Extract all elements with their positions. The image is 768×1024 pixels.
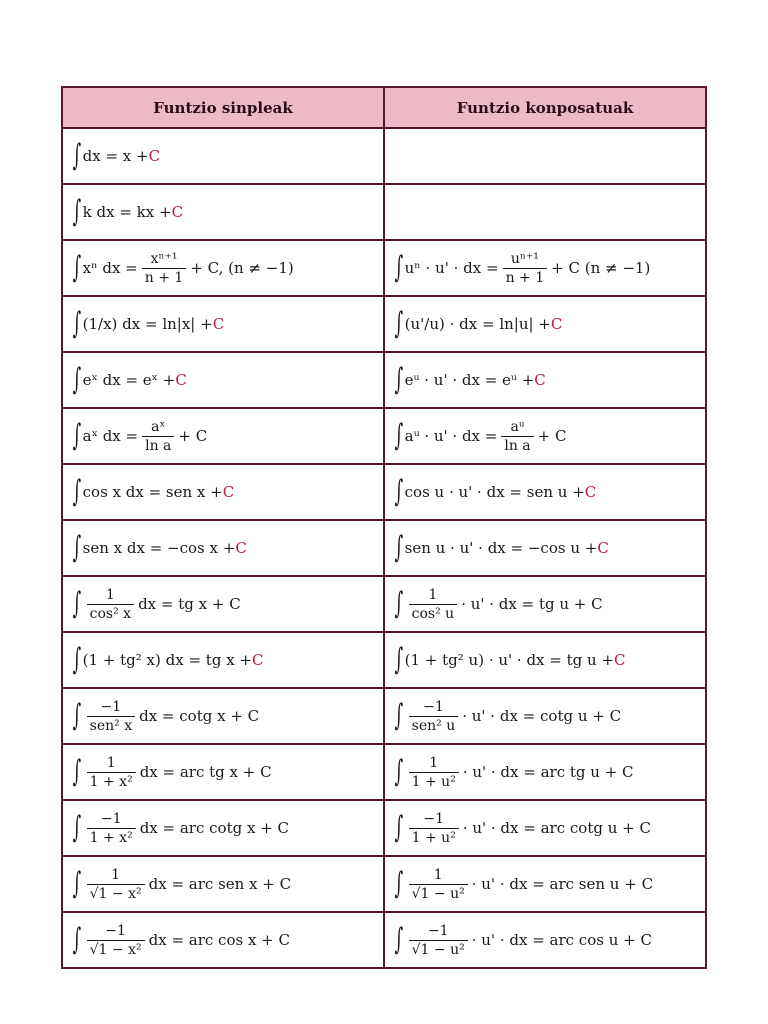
cell-composite <box>384 408 706 464</box>
integral-sign: ∫ <box>394 586 404 621</box>
cell-simple <box>62 464 384 520</box>
constant-c: C <box>212 315 225 333</box>
table-row <box>62 408 706 464</box>
formula-text: · u' · dx = arc cos u + C <box>471 931 652 949</box>
constant-c: C <box>584 483 597 501</box>
formula-text: · u' · dx = arc sen u + C <box>471 875 654 893</box>
constant-c: C <box>550 315 563 333</box>
formula-text: dx = arc sen x + C <box>148 875 292 893</box>
fraction <box>409 755 459 790</box>
formula-text: (1 + tg² u) · u' · dx = tg u + <box>404 651 615 669</box>
fraction-numerator: 1 <box>87 755 136 773</box>
formula-composite <box>395 251 650 286</box>
cell-simple <box>62 744 384 800</box>
formula-simple <box>73 419 207 454</box>
fraction-denominator: ln a <box>504 437 531 454</box>
formula-text: · u' · dx = cotg u + C <box>462 707 622 725</box>
fraction-denominator: 1 + u² <box>411 773 456 790</box>
cell-composite <box>384 464 706 520</box>
fraction-denominator: sen² x <box>89 717 133 734</box>
formula-text: xⁿ dx = <box>82 259 138 277</box>
fraction-numerator: uⁿ⁺¹ <box>503 251 548 269</box>
formula-text: + C <box>537 427 567 445</box>
formula-text: · u' · dx = tg u + C <box>461 595 603 613</box>
formula-composite <box>394 474 597 509</box>
cell-composite <box>384 800 706 856</box>
constant-c: C <box>252 651 264 669</box>
integral-sign: ∫ <box>394 754 404 789</box>
formula-text: sen u · u' · dx = −cos u + <box>404 539 598 557</box>
formula-text: · u' · dx = arc cotg u + C <box>462 819 651 837</box>
fraction <box>409 587 458 622</box>
formula-simple <box>73 699 259 734</box>
formula-text: dx = arc cos x + C <box>148 931 290 949</box>
cell-simple <box>62 352 384 408</box>
integral-sign: ∫ <box>394 698 404 733</box>
formula-composite <box>395 755 634 790</box>
integral-sign: ∫ <box>394 362 404 397</box>
integral-sign: ∫ <box>72 754 82 789</box>
table-row <box>62 744 706 800</box>
formula-simple <box>72 306 225 341</box>
integral-sign: ∫ <box>72 922 82 957</box>
table-body <box>62 128 706 968</box>
formula-simple <box>73 811 289 846</box>
formula-text: dx = arc cotg x + C <box>139 819 290 837</box>
cell-simple <box>62 632 384 688</box>
table-row <box>62 296 706 352</box>
fraction-numerator: −1 <box>87 923 145 941</box>
integral-sign: ∫ <box>72 642 82 677</box>
cell-composite <box>384 856 706 912</box>
integral-sign: ∫ <box>394 306 404 341</box>
fraction <box>503 251 548 286</box>
fraction-denominator: sen² u <box>411 717 456 734</box>
fraction <box>87 587 134 622</box>
formula-simple <box>72 194 184 229</box>
formula-text: · u' · dx = arc tg u + C <box>462 763 634 781</box>
table-row <box>62 912 706 968</box>
fraction <box>409 867 468 902</box>
integral-sign: ∫ <box>72 810 82 845</box>
formula-composite <box>395 811 651 846</box>
table-row <box>62 688 706 744</box>
table-row <box>62 464 706 520</box>
integral-sign: ∫ <box>394 810 404 845</box>
integral-sign: ∫ <box>394 922 404 957</box>
fraction-numerator: 1 <box>409 755 459 773</box>
fraction-denominator: cos² u <box>411 605 455 622</box>
fraction <box>87 867 145 902</box>
formula-composite <box>394 306 563 341</box>
cell-simple <box>62 688 384 744</box>
constant-c: C <box>222 483 235 501</box>
cell-simple <box>62 520 384 576</box>
formula-text: aᵘ · u' · dx = <box>404 427 498 445</box>
header-simple: Funtzio sinpleak <box>62 87 384 128</box>
fraction-denominator: 1 + u² <box>411 829 456 846</box>
cell-simple <box>62 240 384 296</box>
integral-sign: ∫ <box>72 418 82 453</box>
formula-text: sen x dx = −cos x + <box>82 539 236 557</box>
fraction-numerator: 1 <box>409 867 468 885</box>
cell-simple <box>62 408 384 464</box>
table-row <box>62 632 706 688</box>
formula-simple <box>72 138 161 173</box>
cell-composite <box>384 240 706 296</box>
formula-composite <box>395 699 621 734</box>
formula-text: dx = cotg x + C <box>139 707 260 725</box>
formula-composite <box>395 923 652 958</box>
integral-sign: ∫ <box>72 586 82 621</box>
formula-simple <box>72 642 264 677</box>
integral-sign: ∫ <box>72 250 82 285</box>
fraction <box>142 419 174 454</box>
cell-simple <box>62 184 384 240</box>
fraction-numerator: xⁿ⁺¹ <box>142 251 187 269</box>
formula-text: aˣ dx = <box>82 427 139 445</box>
cell-composite <box>384 912 706 968</box>
table-row <box>62 128 706 184</box>
formula-text: dx = arc tg x + C <box>139 763 272 781</box>
fraction-numerator: aᵘ <box>501 419 533 437</box>
constant-c: C <box>534 371 546 389</box>
constant-c: C <box>175 371 187 389</box>
table-row <box>62 576 706 632</box>
constant-c: C <box>235 539 247 557</box>
cell-composite <box>384 296 706 352</box>
fraction-denominator: √1 − x² <box>89 885 142 902</box>
formula-text: dx = x + <box>82 147 149 165</box>
formula-simple <box>73 755 272 790</box>
cell-composite <box>384 744 706 800</box>
fraction <box>409 811 459 846</box>
formula-text: dx = tg x + C <box>138 595 241 613</box>
header-row <box>62 87 706 128</box>
fraction-denominator: n + 1 <box>144 269 184 286</box>
formula-composite <box>394 530 609 565</box>
constant-c: C <box>148 147 161 165</box>
fraction <box>409 923 468 958</box>
fraction-numerator: −1 <box>87 699 135 717</box>
formula-simple <box>72 362 187 397</box>
fraction <box>501 419 533 454</box>
integral-sign: ∫ <box>72 306 82 341</box>
formula-composite <box>395 867 653 902</box>
formula-text: + C (n ≠ −1) <box>551 259 651 277</box>
fraction-numerator: −1 <box>87 811 136 829</box>
cell-composite <box>384 128 706 184</box>
cell-simple <box>62 576 384 632</box>
formula-text: (1/x) dx = ln|x| + <box>82 315 213 333</box>
cell-composite <box>384 184 706 240</box>
formula-text: eᵘ · u' · dx = eᵘ + <box>404 371 535 389</box>
fraction <box>87 811 136 846</box>
table-row <box>62 856 706 912</box>
fraction-numerator: 1 <box>409 587 458 605</box>
formula-text: + C <box>178 427 208 445</box>
integral-sign: ∫ <box>72 194 82 229</box>
fraction <box>87 755 136 790</box>
integral-sign: ∫ <box>394 866 404 901</box>
integral-sign: ∫ <box>394 530 404 565</box>
cell-simple <box>62 128 384 184</box>
cell-simple <box>62 296 384 352</box>
fraction-denominator: 1 + x² <box>89 829 133 846</box>
cell-simple <box>62 856 384 912</box>
fraction-numerator: −1 <box>409 923 468 941</box>
formula-text: + C, (n ≠ −1) <box>190 259 294 277</box>
cell-composite <box>384 576 706 632</box>
fraction-denominator: √1 − u² <box>411 941 465 958</box>
cell-simple <box>62 800 384 856</box>
table-row <box>62 184 706 240</box>
formula-simple <box>72 530 247 565</box>
fraction-denominator: √1 − x² <box>89 941 142 958</box>
constant-c: C <box>597 539 609 557</box>
fraction-denominator: 1 + x² <box>89 773 133 790</box>
constant-c: C <box>171 203 184 221</box>
formula-text: uⁿ · u' · dx = <box>404 259 499 277</box>
formula-text: (u'/u) · dx = ln|u| + <box>404 315 551 333</box>
integral-sign: ∫ <box>394 642 404 677</box>
formula-simple <box>72 474 235 509</box>
cell-composite <box>384 352 706 408</box>
header-composite: Funtzio konposatuak <box>384 87 706 128</box>
integral-sign: ∫ <box>72 866 82 901</box>
formula-composite <box>395 419 566 454</box>
integral-table <box>61 86 707 969</box>
table-row <box>62 520 706 576</box>
fraction <box>87 699 135 734</box>
formula-simple <box>73 251 294 286</box>
fraction-numerator: −1 <box>409 811 459 829</box>
integral-sign: ∫ <box>72 474 82 509</box>
fraction <box>142 251 187 286</box>
table-row <box>62 352 706 408</box>
integral-sign: ∫ <box>72 362 82 397</box>
formula-simple <box>73 923 290 958</box>
fraction-numerator: 1 <box>87 587 134 605</box>
formula-text: eˣ dx = eˣ + <box>82 371 176 389</box>
formula-text: cos x dx = sen x + <box>82 483 223 501</box>
formula-simple <box>73 867 291 902</box>
formula-text: (1 + tg² x) dx = tg x + <box>82 651 252 669</box>
cell-composite <box>384 688 706 744</box>
cell-simple <box>62 912 384 968</box>
cell-composite <box>384 632 706 688</box>
fraction-numerator: −1 <box>409 699 459 717</box>
formula-simple <box>73 587 241 622</box>
formula-composite <box>394 642 626 677</box>
formula-text: k dx = kx + <box>82 203 172 221</box>
integral-sign: ∫ <box>72 138 82 173</box>
formula-composite <box>395 587 603 622</box>
integral-sign: ∫ <box>394 250 404 285</box>
cell-composite <box>384 520 706 576</box>
integral-sign: ∫ <box>72 530 82 565</box>
fraction <box>87 923 145 958</box>
table-row <box>62 240 706 296</box>
integral-table-sheet <box>61 86 705 969</box>
fraction <box>409 699 459 734</box>
fraction-denominator: ln a <box>145 437 172 454</box>
fraction-denominator: cos² x <box>89 605 132 622</box>
formula-text: cos u · u' · dx = sen u + <box>404 483 585 501</box>
formula-composite <box>394 362 546 397</box>
table-row <box>62 800 706 856</box>
integral-sign: ∫ <box>394 418 404 453</box>
fraction-denominator: √1 − u² <box>411 885 465 902</box>
fraction-denominator: n + 1 <box>505 269 545 286</box>
fraction-numerator: 1 <box>87 867 145 885</box>
integral-sign: ∫ <box>394 474 404 509</box>
constant-c: C <box>614 651 626 669</box>
fraction-numerator: aˣ <box>142 419 174 437</box>
integral-sign: ∫ <box>72 698 82 733</box>
